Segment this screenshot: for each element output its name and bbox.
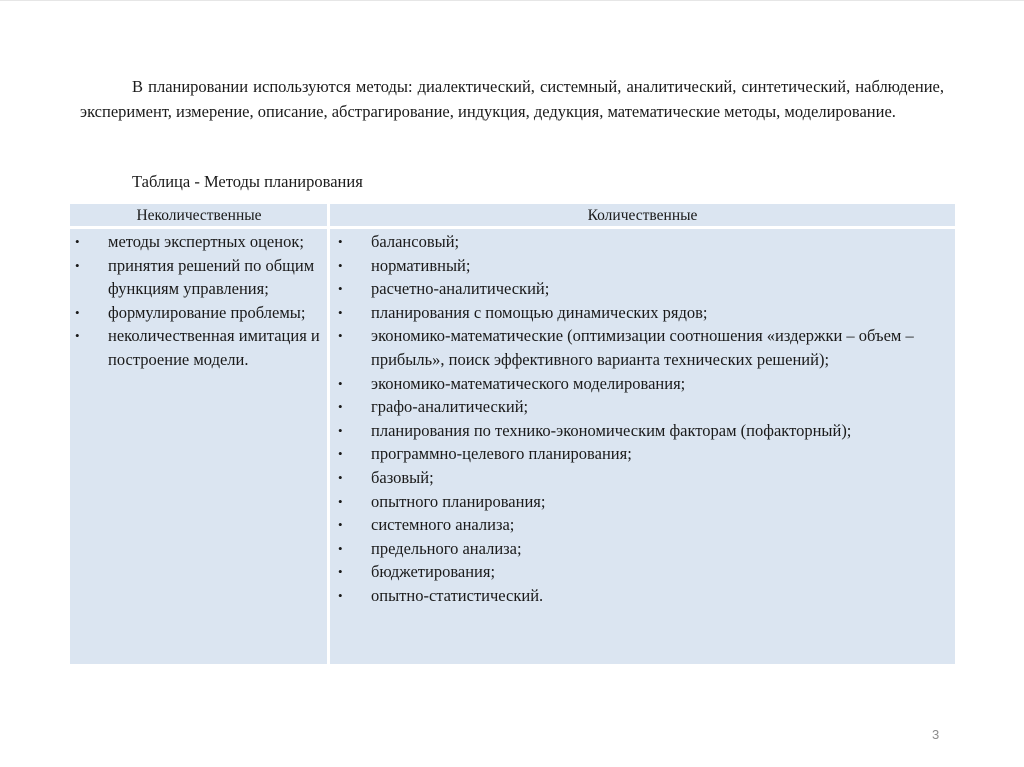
- list-item: • опытно-статистический.: [333, 584, 945, 608]
- list-item: • экономико-математического моделирования;: [333, 372, 945, 396]
- list-item: • опытного планирования;: [333, 490, 945, 514]
- list-item: • нормативный;: [333, 254, 945, 278]
- list-item: • принятия решений по общим функциям управления;: [70, 254, 322, 301]
- list-item: • базовый;: [333, 466, 945, 490]
- list-item: • предельного анализа;: [333, 537, 945, 561]
- list-item: • бюджетирования;: [333, 560, 945, 584]
- non-quantitative-list: [70, 230, 322, 372]
- methods-table: [70, 204, 955, 664]
- list-item: • расчетно-аналитический;: [333, 277, 945, 301]
- list-item: • экономико-математические (оптимизации соотношения «издержки – объем – прибыль», поиск эффективного варианта технических решений);: [333, 324, 945, 371]
- list-item: • неколичественная имитация и построение модели.: [70, 324, 322, 371]
- list-item: • формулирование проблемы;: [70, 301, 322, 325]
- list-item: • методы экспертных оценок;: [70, 230, 322, 254]
- header-non-quantitative: Неколичественные: [70, 204, 328, 226]
- table-caption: Таблица - Методы планирования: [132, 172, 363, 191]
- list-item: • планирования по технико-экономическим факторам (пофакторный);: [333, 419, 945, 443]
- intro-paragraph: В планировании используются методы: диалектический, системный, аналитический, синтетический, наблюдение, эксперимент, измерение, описание, абстрагирование, индукция, дедукция, математические методы, моделирование.: [80, 77, 944, 121]
- header-quantitative: Количественные: [330, 204, 955, 226]
- list-item: • графо-аналитический;: [333, 395, 945, 419]
- list-item: • планирования с помощью динамических рядов;: [333, 301, 945, 325]
- page-number: 3: [932, 727, 940, 742]
- list-item: • системного анализа;: [333, 513, 945, 537]
- quantitative-list: [333, 230, 945, 608]
- header-divider: [70, 226, 955, 229]
- list-item: • балансовый;: [333, 230, 945, 254]
- column-divider: [327, 204, 330, 664]
- list-item: • программно-целевого планирования;: [333, 442, 945, 466]
